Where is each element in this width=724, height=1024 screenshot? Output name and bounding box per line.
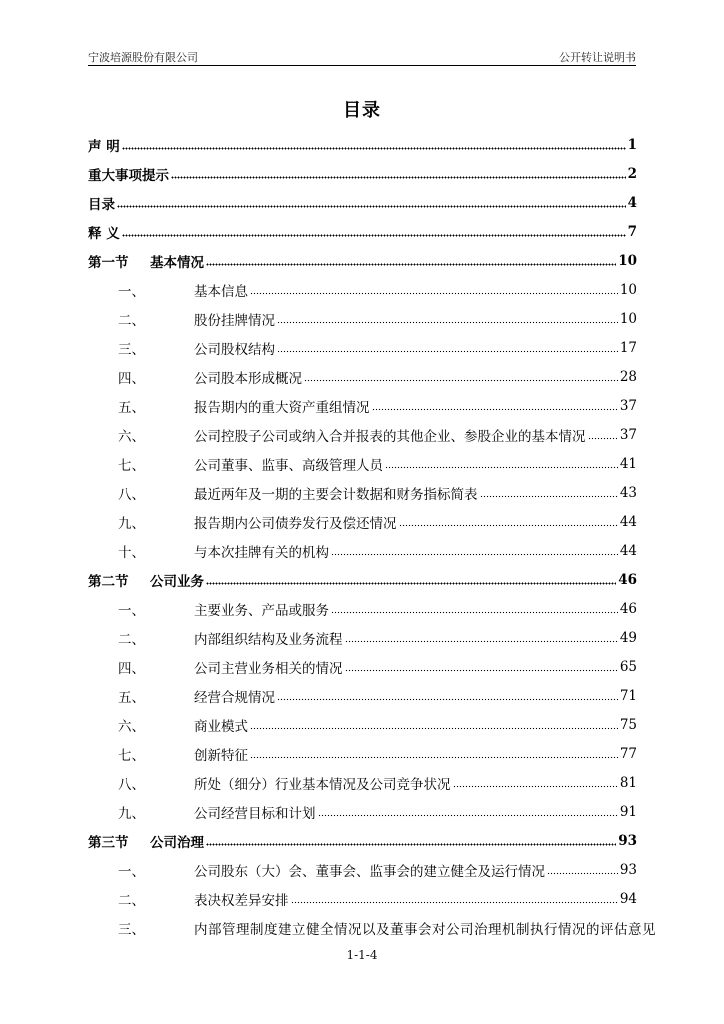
toc-dot-leader: [331, 611, 618, 614]
toc-entry-number: 五、: [118, 689, 145, 706]
toc-entry-page: 46: [618, 571, 637, 588]
toc-dot-leader: [453, 785, 618, 788]
page-header: [88, 49, 636, 65]
toc-entry-page: 37: [619, 426, 637, 443]
toc-dot-leader: [250, 727, 618, 730]
toc-section-entry[interactable]: [88, 565, 637, 594]
toc-entry-page: 71: [619, 687, 637, 704]
toc-entry-number: 四、: [118, 660, 145, 677]
toc-subsection-entry[interactable]: [88, 362, 637, 391]
toc-subsection-entry[interactable]: [88, 739, 637, 768]
toc-subsection-entry[interactable]: [88, 333, 637, 362]
toc-entry-page: 91: [619, 803, 637, 820]
toc-entry-label: 商业模式: [194, 718, 248, 735]
toc-subsection-entry[interactable]: [88, 681, 637, 710]
toc-entry-number: 六、: [118, 718, 145, 735]
page-title: 目录: [343, 100, 381, 121]
toc-subsection-entry[interactable]: [88, 768, 637, 797]
toc-entry-label: 经营合规情况: [194, 689, 275, 706]
toc-entry-label: 表决权差异安排: [194, 892, 289, 909]
toc-subsection-entry[interactable]: [88, 855, 637, 884]
toc-entry-label: 股份挂牌情况: [194, 312, 275, 329]
toc-entry-page: 10: [618, 252, 637, 269]
toc-entry-label: 公司控股子公司或纳入合并报表的其他企业、参股企业的基本情况: [194, 428, 586, 445]
toc-entry-label: 重大事项提示: [88, 167, 169, 184]
toc-dot-leader: [480, 495, 618, 498]
toc-entry-page: 93: [619, 861, 637, 878]
toc-subsection-entry[interactable]: [88, 478, 637, 507]
toc-entry-label: 创新特征: [194, 747, 248, 764]
toc-dot-leader: [385, 466, 618, 469]
toc-section-entry[interactable]: [88, 130, 637, 159]
page-number: 1-1-4: [346, 948, 378, 962]
header-divider: [88, 65, 636, 66]
toc-dot-leader: [291, 901, 618, 904]
toc-entry-page: 43: [619, 484, 637, 501]
toc-entry-label: 公司股权结构: [194, 341, 275, 358]
toc-entry-number: 八、: [118, 776, 145, 793]
toc-entry-number: 四、: [118, 370, 145, 387]
toc-dot-leader: [372, 408, 618, 411]
toc-entry-page: 75: [619, 716, 637, 733]
toc-entry-label: 释 义: [88, 225, 120, 242]
toc-subsection-entry[interactable]: [88, 797, 637, 826]
toc-subsection-entry[interactable]: [88, 710, 637, 739]
toc-entry-number: 三、: [118, 341, 145, 358]
toc-entry-label: 所处（细分）行业基本情况及公司竞争状况: [194, 776, 451, 793]
toc-entry-label: 公司治理: [150, 834, 204, 851]
toc-dot-leader: [277, 350, 618, 353]
toc-entry-page: 28: [619, 368, 637, 385]
toc-entry-page: 44: [619, 513, 637, 530]
toc-entry-number: 七、: [118, 747, 145, 764]
toc-subsection-entry[interactable]: [88, 507, 637, 536]
toc-dot-leader: [331, 553, 618, 556]
toc-entry-label: 最近两年及一期的主要会计数据和财务指标简表: [194, 486, 478, 503]
toc-dot-leader: [345, 669, 618, 672]
toc-subsection-entry[interactable]: [88, 913, 656, 942]
toc-entry-number: 二、: [118, 312, 145, 329]
toc-entry-page: 2: [627, 165, 637, 182]
toc-entry-label: 与本次挂牌有关的机构: [194, 544, 329, 561]
toc-entry-number: 第三节: [88, 834, 129, 851]
toc-entry-label: 公司股本形成概况: [194, 370, 302, 387]
toc-entry-page: 17: [619, 339, 637, 356]
toc-entry-number: 六、: [118, 428, 145, 445]
toc-dot-leader: [122, 147, 626, 150]
toc-entry-number: 五、: [118, 399, 145, 416]
toc-entry-page: 4: [627, 194, 637, 211]
toc-entry-number: 二、: [118, 892, 145, 909]
toc-entry-page: 65: [619, 658, 637, 675]
toc-subsection-entry[interactable]: [88, 623, 637, 652]
toc-entry-page: 10: [619, 281, 637, 298]
toc-entry-label: 基本信息: [194, 283, 248, 300]
toc-subsection-entry[interactable]: [88, 420, 637, 449]
toc-entry-label: 报告期内公司债券发行及偿还情况: [194, 515, 397, 532]
toc-entry-number: 九、: [118, 805, 145, 822]
toc-dot-leader: [547, 872, 618, 875]
toc-section-entry[interactable]: [88, 826, 637, 855]
toc-dot-leader: [277, 321, 618, 324]
toc-section-entry[interactable]: [88, 217, 637, 246]
toc-entry-page: 10: [619, 310, 637, 327]
toc-entry-page: 77: [619, 745, 637, 762]
toc-subsection-entry[interactable]: [88, 594, 637, 623]
toc-dot-leader: [206, 263, 616, 266]
toc-dot-leader: [399, 524, 618, 527]
toc-entry-label: 声 明: [88, 138, 120, 155]
toc-subsection-entry[interactable]: [88, 391, 637, 420]
toc-entry-page: 49: [619, 629, 637, 646]
toc-dot-leader: [171, 176, 626, 179]
toc-entry-number: 七、: [118, 457, 145, 474]
header-document-type: 公开转让说明书: [559, 51, 636, 64]
toc-subsection-entry[interactable]: [88, 884, 637, 913]
toc-entry-page: 46: [619, 600, 637, 617]
toc-entry-number: 第一节: [88, 254, 129, 271]
toc-dot-leader: [304, 379, 618, 382]
table-of-contents: [88, 130, 656, 942]
toc-entry-number: 九、: [118, 515, 145, 532]
toc-dot-leader: [345, 640, 618, 643]
toc-subsection-entry[interactable]: [88, 652, 637, 681]
toc-subsection-entry[interactable]: [88, 536, 637, 565]
toc-entry-page: 94: [619, 890, 637, 907]
toc-subsection-entry[interactable]: [88, 304, 637, 333]
toc-dot-leader: [117, 205, 626, 208]
toc-dot-leader: [250, 292, 618, 295]
toc-dot-leader: [206, 843, 616, 846]
toc-subsection-entry[interactable]: [88, 449, 637, 478]
toc-entry-label: 基本情况: [150, 254, 204, 271]
toc-entry-page: 93: [618, 832, 637, 849]
toc-entry-label: 公司经营目标和计划: [194, 805, 316, 822]
toc-entry-number: 三、: [118, 921, 145, 938]
toc-entry-page: 41: [619, 455, 637, 472]
toc-entry-label: 目录: [88, 196, 115, 213]
toc-entry-number: 二、: [118, 631, 145, 648]
toc-section-entry[interactable]: [88, 188, 637, 217]
toc-entry-number: 十、: [118, 544, 145, 561]
toc-dot-leader: [588, 437, 618, 440]
toc-dot-leader: [318, 814, 618, 817]
toc-section-entry[interactable]: [88, 246, 637, 275]
toc-entry-page: 44: [619, 542, 637, 559]
toc-entry-page: 37: [619, 397, 637, 414]
toc-entry-page: 81: [619, 774, 637, 791]
toc-entry-label: 公司董事、监事、高级管理人员: [194, 457, 383, 474]
toc-entry-page: 7: [627, 223, 637, 240]
toc-entry-page: 1: [627, 136, 637, 153]
toc-entry-label: 公司主营业务相关的情况: [194, 660, 343, 677]
toc-entry-label: 主要业务、产品或服务: [194, 602, 329, 619]
toc-entry-number: 八、: [118, 486, 145, 503]
toc-dot-leader: [122, 234, 626, 237]
toc-entry-number: 第二节: [88, 573, 129, 590]
toc-dot-leader: [277, 698, 618, 701]
toc-entry-label: 内部组织结构及业务流程: [194, 631, 343, 648]
toc-entry-label: 报告期内的重大资产重组情况: [194, 399, 370, 416]
toc-entry-label: 内部管理制度建立健全情况以及董事会对公司治理机制执行情况的评估意见: [194, 921, 656, 938]
toc-entry-label: 公司股东（大）会、董事会、监事会的建立健全及运行情况: [194, 863, 545, 880]
toc-entry-number: 一、: [118, 863, 145, 880]
toc-dot-leader: [250, 756, 618, 759]
toc-subsection-entry[interactable]: [88, 275, 637, 304]
toc-dot-leader: [206, 582, 616, 585]
toc-entry-number: 一、: [118, 602, 145, 619]
toc-section-entry[interactable]: [88, 159, 637, 188]
header-company-name: 宁波培源股份有限公司: [88, 51, 198, 64]
toc-entry-number: 一、: [118, 283, 145, 300]
toc-entry-label: 公司业务: [150, 573, 204, 590]
